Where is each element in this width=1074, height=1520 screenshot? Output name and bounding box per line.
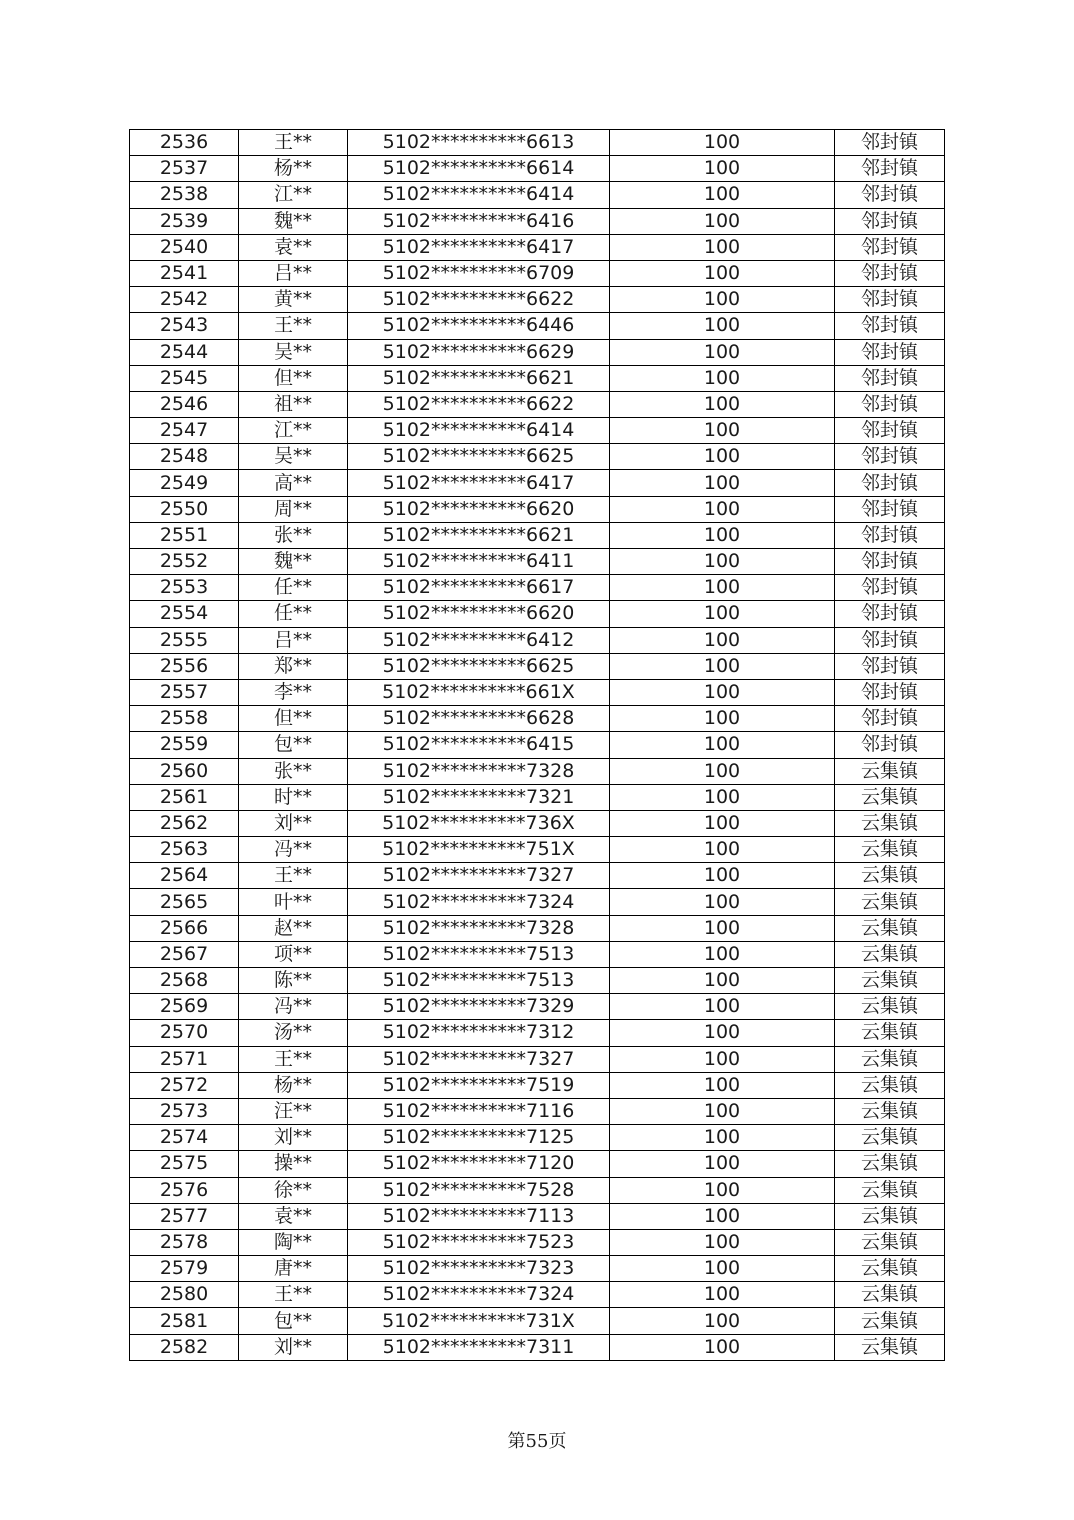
table-row [130,1125,945,1151]
table-row [130,706,945,732]
table-row [130,968,945,994]
town-cell: 云集镇 [835,1282,945,1308]
id-number-cell: 5102**********6614 [348,156,610,182]
id-number-cell: 5102**********7321 [348,784,610,810]
row-number-cell: 2582 [130,1334,239,1360]
row-number-cell: 2567 [130,941,239,967]
id-number-cell: 5102**********731X [348,1308,610,1334]
town-cell: 邻封镇 [835,444,945,470]
table-row [130,679,945,705]
id-number-cell: 5102**********6613 [348,130,610,156]
row-number-cell: 2540 [130,234,239,260]
name-cell: 叶** [239,889,348,915]
amount-cell: 100 [610,941,835,967]
id-number-cell: 5102**********6415 [348,732,610,758]
row-number-cell: 2554 [130,601,239,627]
row-number-cell: 2546 [130,391,239,417]
amount-cell: 100 [610,1229,835,1255]
id-number-cell: 5102**********7528 [348,1177,610,1203]
amount-cell: 100 [610,1098,835,1124]
name-cell: 王** [239,130,348,156]
amount-cell: 100 [610,1334,835,1360]
town-cell: 邻封镇 [835,182,945,208]
id-number-cell: 5102**********736X [348,810,610,836]
table-row [130,653,945,679]
table-row [130,260,945,286]
amount-cell: 100 [610,1256,835,1282]
amount-cell: 100 [610,496,835,522]
amount-cell: 100 [610,575,835,601]
amount-cell: 100 [610,130,835,156]
name-cell: 徐** [239,1177,348,1203]
name-cell: 刘** [239,810,348,836]
amount-cell: 100 [610,182,835,208]
table-row [130,182,945,208]
row-number-cell: 2536 [130,130,239,156]
id-number-cell: 5102**********6416 [348,208,610,234]
name-cell: 王** [239,1046,348,1072]
page-number: 第55页 [507,1431,567,1452]
town-cell: 邻封镇 [835,627,945,653]
name-cell: 吴** [239,339,348,365]
id-number-cell: 5102**********751X [348,837,610,863]
row-number-cell: 2558 [130,706,239,732]
amount-cell: 100 [610,1151,835,1177]
table-row [130,208,945,234]
table-row [130,601,945,627]
table-row [130,915,945,941]
table-row [130,1203,945,1229]
row-number-cell: 2562 [130,810,239,836]
name-cell: 包** [239,1308,348,1334]
town-cell: 邻封镇 [835,391,945,417]
table-row [130,313,945,339]
name-cell: 袁** [239,1203,348,1229]
row-number-cell: 2548 [130,444,239,470]
name-cell: 任** [239,575,348,601]
amount-cell: 100 [610,287,835,313]
town-cell: 邻封镇 [835,260,945,286]
table-row [130,1020,945,1046]
amount-cell: 100 [610,522,835,548]
name-cell: 冯** [239,994,348,1020]
row-number-cell: 2541 [130,260,239,286]
id-number-cell: 5102**********6412 [348,627,610,653]
name-cell: 唐** [239,1256,348,1282]
table-row [130,1229,945,1255]
id-number-cell: 5102**********7328 [348,758,610,784]
id-number-cell: 5102**********6411 [348,549,610,575]
amount-cell: 100 [610,653,835,679]
table-row [130,1334,945,1360]
amount-cell: 100 [610,208,835,234]
town-cell: 邻封镇 [835,706,945,732]
row-number-cell: 2564 [130,863,239,889]
amount-cell: 100 [610,758,835,784]
name-cell: 杨** [239,156,348,182]
town-cell: 邻封镇 [835,653,945,679]
table-row [130,1282,945,1308]
town-cell: 邻封镇 [835,234,945,260]
table-row [130,339,945,365]
table-row [130,234,945,260]
row-number-cell: 2566 [130,915,239,941]
table-row [130,810,945,836]
amount-cell: 100 [610,915,835,941]
town-cell: 云集镇 [835,968,945,994]
amount-cell: 100 [610,627,835,653]
amount-cell: 100 [610,994,835,1020]
row-number-cell: 2576 [130,1177,239,1203]
name-cell: 赵** [239,915,348,941]
name-cell: 郑** [239,653,348,679]
name-cell: 王** [239,1282,348,1308]
amount-cell: 100 [610,1125,835,1151]
row-number-cell: 2565 [130,889,239,915]
town-cell: 云集镇 [835,1256,945,1282]
amount-cell: 100 [610,784,835,810]
id-number-cell: 5102**********6417 [348,470,610,496]
amount-cell: 100 [610,260,835,286]
name-cell: 刘** [239,1125,348,1151]
amount-cell: 100 [610,313,835,339]
amount-cell: 100 [610,889,835,915]
row-number-cell: 2569 [130,994,239,1020]
id-number-cell: 5102**********7523 [348,1229,610,1255]
name-cell: 黄** [239,287,348,313]
table-row [130,1177,945,1203]
id-number-cell: 5102**********6621 [348,365,610,391]
row-number-cell: 2568 [130,968,239,994]
row-number-cell: 2552 [130,549,239,575]
name-cell: 汤** [239,1020,348,1046]
town-cell: 云集镇 [835,994,945,1020]
table-row [130,496,945,522]
amount-cell: 100 [610,339,835,365]
name-cell: 王** [239,313,348,339]
town-cell: 邻封镇 [835,549,945,575]
id-number-cell: 5102**********6622 [348,287,610,313]
name-cell: 陶** [239,1229,348,1255]
town-cell: 云集镇 [835,941,945,967]
town-cell: 邻封镇 [835,339,945,365]
town-cell: 云集镇 [835,758,945,784]
name-cell: 任** [239,601,348,627]
id-number-cell: 5102**********7327 [348,1046,610,1072]
name-cell: 祖** [239,391,348,417]
name-cell: 刘** [239,1334,348,1360]
amount-cell: 100 [610,601,835,627]
roster-table [129,129,945,1361]
table-row [130,784,945,810]
table-row [130,1098,945,1124]
id-number-cell: 5102**********7113 [348,1203,610,1229]
town-cell: 云集镇 [835,1308,945,1334]
town-cell: 邻封镇 [835,208,945,234]
name-cell: 汪** [239,1098,348,1124]
amount-cell: 100 [610,391,835,417]
table-row [130,575,945,601]
amount-cell: 100 [610,1308,835,1334]
amount-cell: 100 [610,1203,835,1229]
town-cell: 邻封镇 [835,522,945,548]
table-row [130,1151,945,1177]
id-number-cell: 5102**********7120 [348,1151,610,1177]
town-cell: 邻封镇 [835,313,945,339]
town-cell: 云集镇 [835,915,945,941]
amount-cell: 100 [610,549,835,575]
table-row [130,365,945,391]
town-cell: 邻封镇 [835,156,945,182]
table-row [130,863,945,889]
row-number-cell: 2574 [130,1125,239,1151]
row-number-cell: 2538 [130,182,239,208]
town-cell: 邻封镇 [835,732,945,758]
name-cell: 周** [239,496,348,522]
table-row [130,522,945,548]
name-cell: 陈** [239,968,348,994]
name-cell: 袁** [239,234,348,260]
name-cell: 李** [239,679,348,705]
town-cell: 邻封镇 [835,418,945,444]
town-cell: 云集镇 [835,889,945,915]
id-number-cell: 5102**********6625 [348,444,610,470]
amount-cell: 100 [610,968,835,994]
town-cell: 邻封镇 [835,365,945,391]
amount-cell: 100 [610,863,835,889]
table-row [130,1046,945,1072]
amount-cell: 100 [610,706,835,732]
name-cell: 冯** [239,837,348,863]
name-cell: 但** [239,365,348,391]
amount-cell: 100 [610,156,835,182]
amount-cell: 100 [610,1282,835,1308]
row-number-cell: 2572 [130,1072,239,1098]
town-cell: 邻封镇 [835,130,945,156]
table-row [130,1072,945,1098]
id-number-cell: 5102**********6414 [348,182,610,208]
town-cell: 云集镇 [835,1125,945,1151]
table-row [130,627,945,653]
table-row [130,941,945,967]
row-number-cell: 2570 [130,1020,239,1046]
row-number-cell: 2580 [130,1282,239,1308]
id-number-cell: 5102**********7324 [348,1282,610,1308]
name-cell: 魏** [239,208,348,234]
amount-cell: 100 [610,1046,835,1072]
table-row [130,732,945,758]
town-cell: 云集镇 [835,1334,945,1360]
row-number-cell: 2557 [130,679,239,705]
row-number-cell: 2563 [130,837,239,863]
table-row [130,287,945,313]
row-number-cell: 2561 [130,784,239,810]
name-cell: 操** [239,1151,348,1177]
amount-cell: 100 [610,1072,835,1098]
town-cell: 邻封镇 [835,575,945,601]
row-number-cell: 2559 [130,732,239,758]
amount-cell: 100 [610,365,835,391]
name-cell: 吕** [239,260,348,286]
row-number-cell: 2553 [130,575,239,601]
table-row [130,156,945,182]
amount-cell: 100 [610,1177,835,1203]
name-cell: 时** [239,784,348,810]
name-cell: 但** [239,706,348,732]
id-number-cell: 5102**********7311 [348,1334,610,1360]
id-number-cell: 5102**********6617 [348,575,610,601]
row-number-cell: 2542 [130,287,239,313]
id-number-cell: 5102**********6622 [348,391,610,417]
id-number-cell: 5102**********7125 [348,1125,610,1151]
town-cell: 云集镇 [835,1177,945,1203]
town-cell: 邻封镇 [835,679,945,705]
table-row [130,444,945,470]
name-cell: 江** [239,418,348,444]
town-cell: 云集镇 [835,1151,945,1177]
row-number-cell: 2549 [130,470,239,496]
table-row [130,418,945,444]
id-number-cell: 5102**********7324 [348,889,610,915]
town-cell: 云集镇 [835,1046,945,1072]
id-number-cell: 5102**********7323 [348,1256,610,1282]
id-number-cell: 5102**********7519 [348,1072,610,1098]
name-cell: 魏** [239,549,348,575]
row-number-cell: 2556 [130,653,239,679]
id-number-cell: 5102**********6620 [348,496,610,522]
id-number-cell: 5102**********661X [348,679,610,705]
row-number-cell: 2571 [130,1046,239,1072]
amount-cell: 100 [610,1020,835,1046]
town-cell: 邻封镇 [835,601,945,627]
town-cell: 云集镇 [835,1072,945,1098]
name-cell: 高** [239,470,348,496]
roster-table-body [130,130,945,1361]
id-number-cell: 5102**********7328 [348,915,610,941]
town-cell: 邻封镇 [835,470,945,496]
town-cell: 云集镇 [835,810,945,836]
row-number-cell: 2575 [130,1151,239,1177]
id-number-cell: 5102**********7312 [348,1020,610,1046]
id-number-cell: 5102**********7327 [348,863,610,889]
name-cell: 王** [239,863,348,889]
row-number-cell: 2573 [130,1098,239,1124]
id-number-cell: 5102**********7513 [348,941,610,967]
amount-cell: 100 [610,810,835,836]
table-row [130,549,945,575]
table-row [130,994,945,1020]
id-number-cell: 5102**********7513 [348,968,610,994]
row-number-cell: 2581 [130,1308,239,1334]
row-number-cell: 2543 [130,313,239,339]
table-row [130,1256,945,1282]
town-cell: 云集镇 [835,1098,945,1124]
table-row [130,130,945,156]
id-number-cell: 5102**********6446 [348,313,610,339]
table-row [130,889,945,915]
id-number-cell: 5102**********6709 [348,260,610,286]
town-cell: 云集镇 [835,837,945,863]
row-number-cell: 2550 [130,496,239,522]
name-cell: 包** [239,732,348,758]
town-cell: 邻封镇 [835,287,945,313]
table-row [130,391,945,417]
id-number-cell: 5102**********6625 [348,653,610,679]
name-cell: 张** [239,758,348,784]
id-number-cell: 5102**********6628 [348,706,610,732]
town-cell: 云集镇 [835,1203,945,1229]
amount-cell: 100 [610,837,835,863]
name-cell: 吴** [239,444,348,470]
town-cell: 云集镇 [835,784,945,810]
row-number-cell: 2555 [130,627,239,653]
row-number-cell: 2551 [130,522,239,548]
id-number-cell: 5102**********6621 [348,522,610,548]
id-number-cell: 5102**********6620 [348,601,610,627]
table-row [130,470,945,496]
table-row [130,1308,945,1334]
name-cell: 张** [239,522,348,548]
id-number-cell: 5102**********7329 [348,994,610,1020]
id-number-cell: 5102**********7116 [348,1098,610,1124]
town-cell: 邻封镇 [835,496,945,522]
row-number-cell: 2577 [130,1203,239,1229]
name-cell: 杨** [239,1072,348,1098]
amount-cell: 100 [610,418,835,444]
row-number-cell: 2547 [130,418,239,444]
town-cell: 云集镇 [835,1020,945,1046]
row-number-cell: 2539 [130,208,239,234]
amount-cell: 100 [610,732,835,758]
id-number-cell: 5102**********6629 [348,339,610,365]
town-cell: 云集镇 [835,863,945,889]
id-number-cell: 5102**********6417 [348,234,610,260]
row-number-cell: 2544 [130,339,239,365]
name-cell: 江** [239,182,348,208]
row-number-cell: 2537 [130,156,239,182]
name-cell: 项** [239,941,348,967]
row-number-cell: 2545 [130,365,239,391]
row-number-cell: 2578 [130,1229,239,1255]
id-number-cell: 5102**********6414 [348,418,610,444]
name-cell: 吕** [239,627,348,653]
table-row [130,758,945,784]
amount-cell: 100 [610,470,835,496]
amount-cell: 100 [610,679,835,705]
amount-cell: 100 [610,234,835,260]
town-cell: 云集镇 [835,1229,945,1255]
table-row [130,837,945,863]
amount-cell: 100 [610,444,835,470]
row-number-cell: 2560 [130,758,239,784]
row-number-cell: 2579 [130,1256,239,1282]
